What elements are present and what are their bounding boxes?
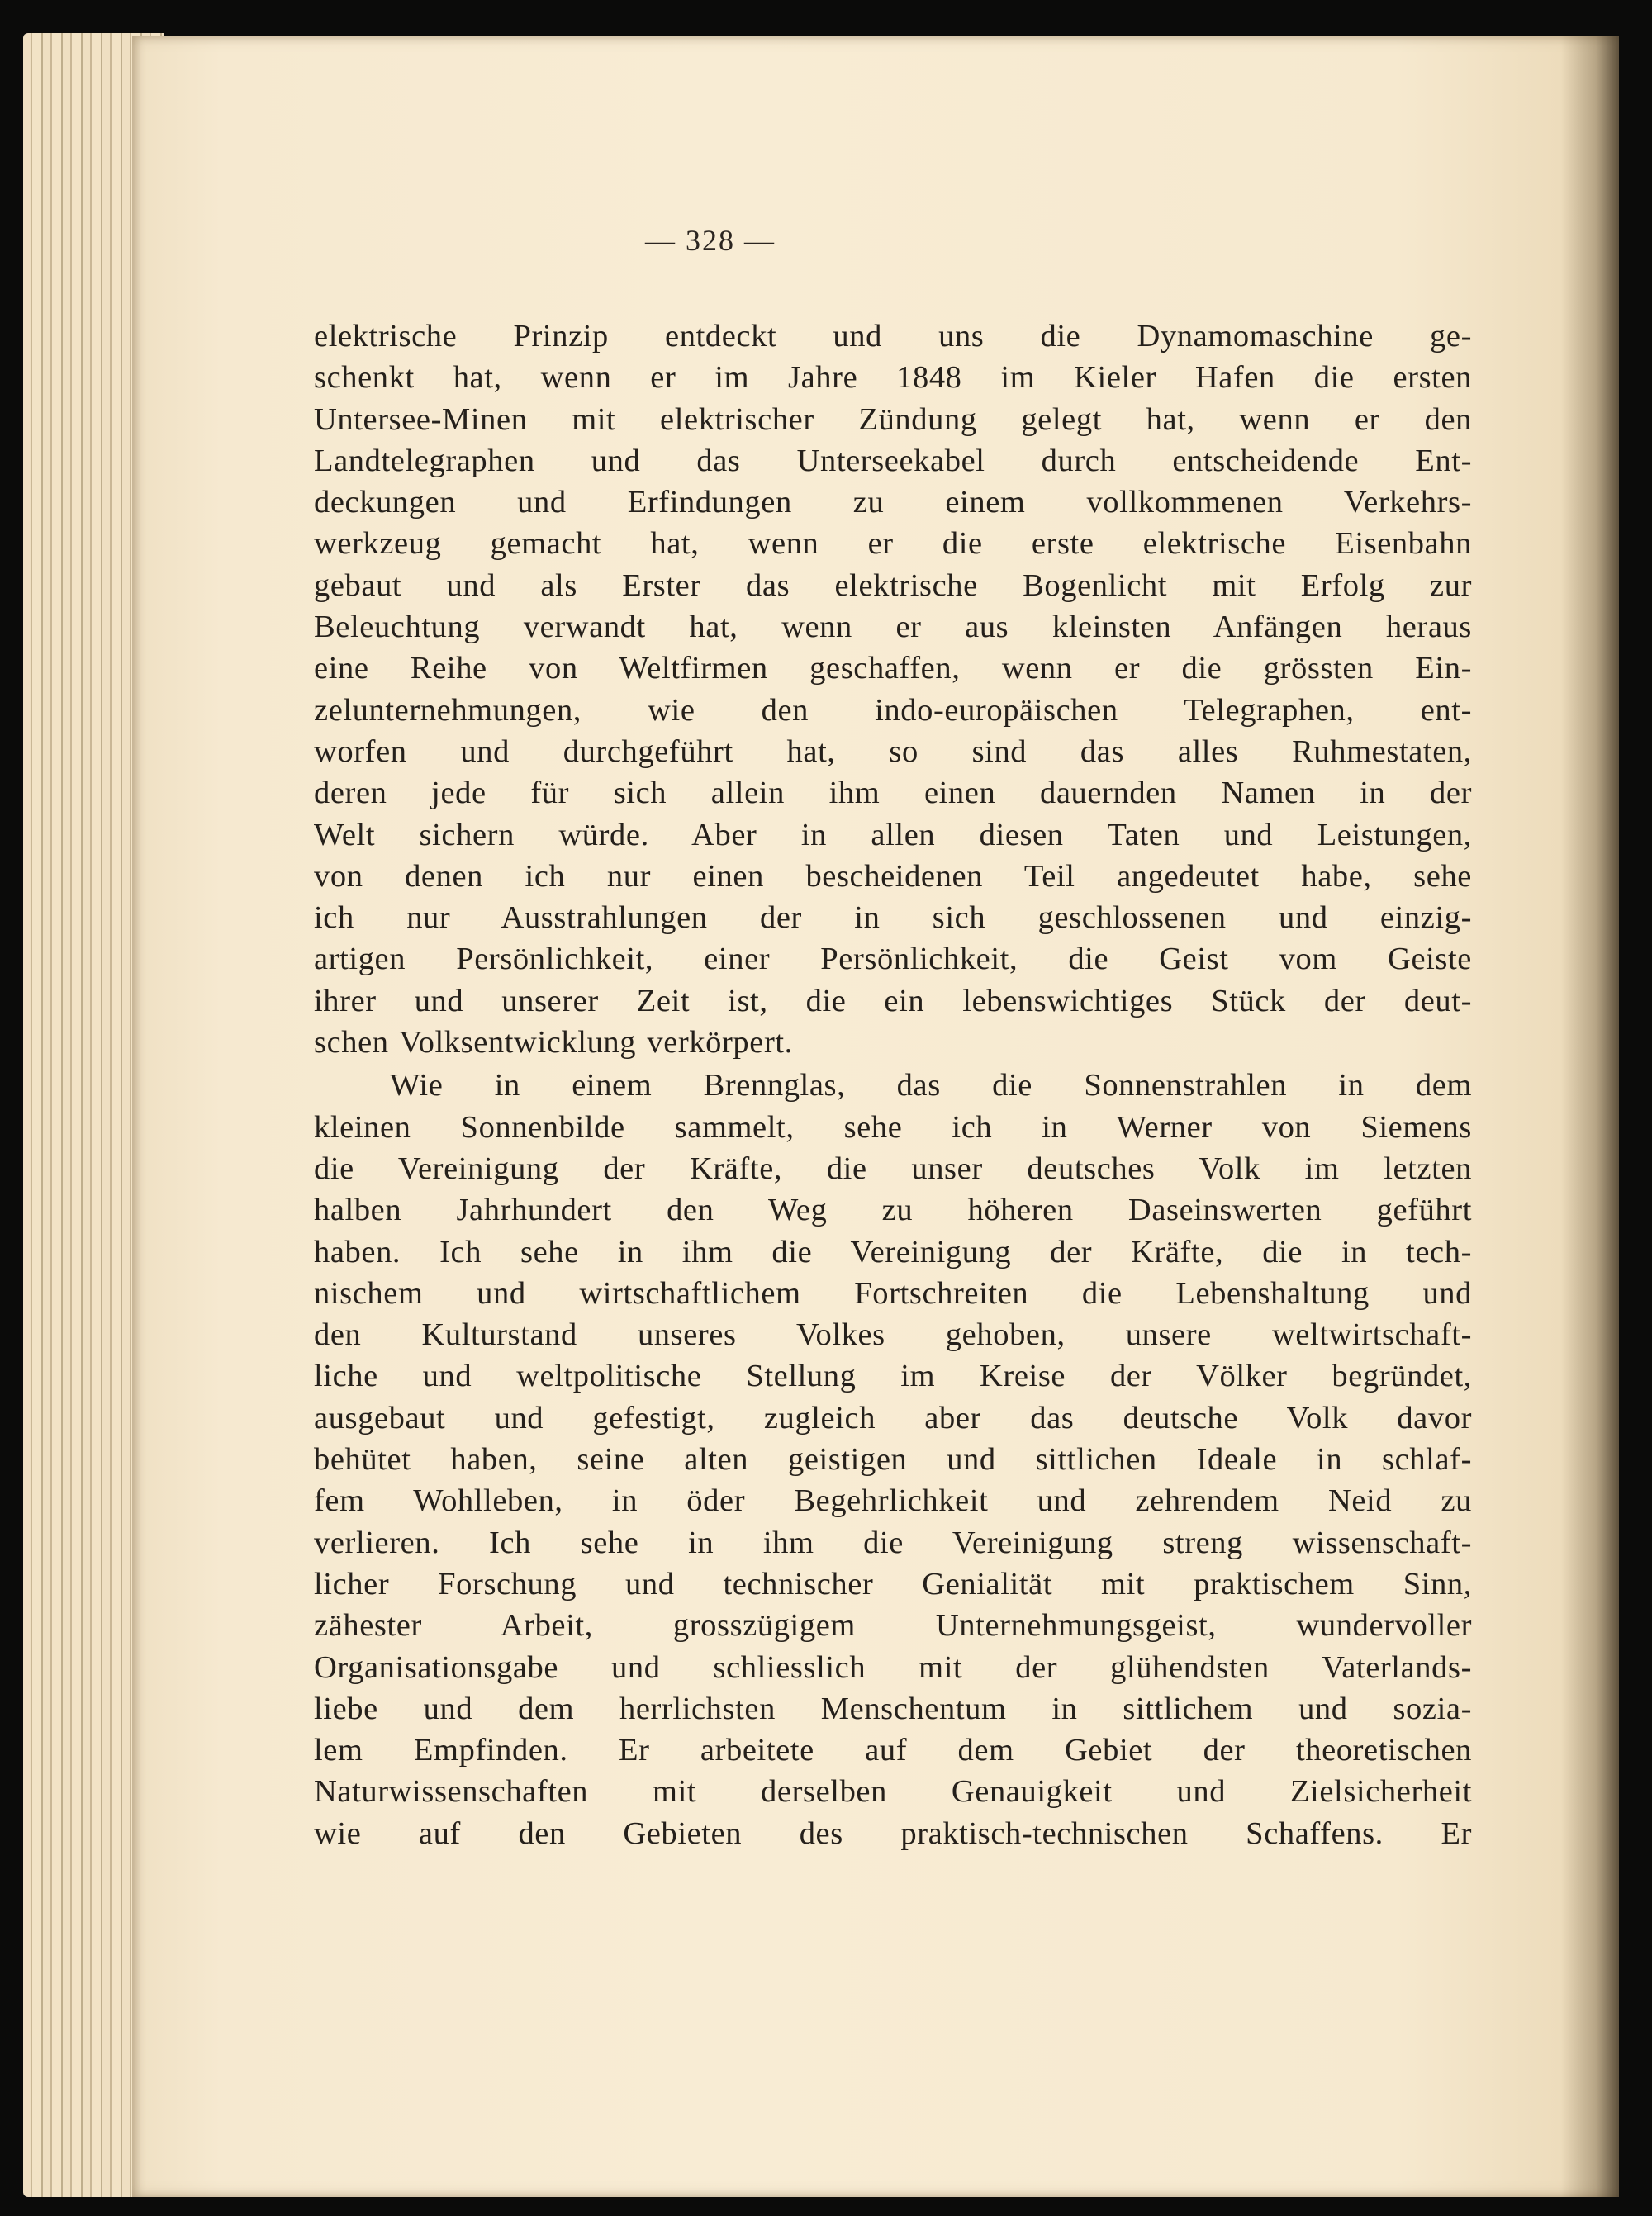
text-line: lem Empfinden. Er arbeitete auf dem Gebiet der theoretischen: [314, 1733, 1472, 1768]
text-line: Naturwissenschaften mit derselben Genauigkeit und Zielsicherheit: [314, 1774, 1472, 1810]
text-line: Beleuchtung verwandt hat, wenn er aus kleinsten Anfängen heraus: [314, 610, 1472, 645]
page-number: — 328 —: [645, 224, 776, 257]
paragraph-1: [314, 316, 1472, 1063]
text-line: Wie in einem Brennglas, das die Sonnenstrahlen in dem: [390, 1068, 1472, 1103]
text-line: deren jede für sich allein ihm einen dauernden Namen in der: [314, 776, 1472, 811]
text-line: haben. Ich sehe in ihm die Vereinigung der Kräfte, die in tech-: [314, 1234, 1472, 1269]
text-line: liebe und dem herrlichsten Menschentum in sittlichem und sozia-: [314, 1691, 1472, 1726]
text-line: Untersee-Minen mit elektrischer Zündung gelegt hat, wenn er den: [314, 401, 1472, 437]
text-line: Welt sichern würde. Aber in allen diesen Taten und Leistungen,: [314, 817, 1472, 852]
text-line: ihrer und unserer Zeit ist, die ein lebenswichtiges Stück der deut-: [314, 983, 1472, 1018]
text-line: ausgebaut und gefestigt, zugleich aber das deutsche Volk davor: [314, 1400, 1472, 1435]
text-line: schen Volksentwicklung verkörpert.: [314, 1025, 793, 1061]
text-line: fem Wohlleben, in öder Begehrlichkeit und zehrendem Neid zu: [314, 1483, 1472, 1519]
text-line: gebaut und als Erster das elektrische Bogenlicht mit Erfolg zur: [314, 567, 1472, 603]
body-text: [314, 316, 1472, 1854]
text-line: artigen Persönlichkeit, einer Persönlichkeit, die Geist vom Geiste: [314, 942, 1472, 977]
text-line: deckungen und Erfindungen zu einem vollkommenen Verkehrs-: [314, 485, 1472, 520]
text-line: eine Reihe von Weltfirmen geschaffen, wenn er die grössten Ein-: [314, 651, 1472, 686]
text-line: wie auf den Gebieten des praktisch-technischen Schaffens. Er: [314, 1815, 1472, 1851]
text-line: elektrische Prinzip entdeckt und uns die Dynamomaschine ge-: [314, 319, 1472, 354]
text-line: den Kulturstand unseres Volkes gehoben, unsere weltwirtschaft-: [314, 1317, 1472, 1353]
text-line: verlieren. Ich sehe in ihm die Vereinigung streng wissenschaft-: [314, 1525, 1472, 1560]
text-line: von denen ich nur einen bescheidenen Teil angedeutet habe, sehe: [314, 858, 1472, 894]
text-line: Landtelegraphen und das Unterseekabel durch entscheidende Ent-: [314, 443, 1472, 478]
text-line: licher Forschung und technischer Genialität mit praktischem Sinn,: [314, 1566, 1472, 1601]
gutter-shadow: [1561, 36, 1619, 2197]
text-line: Organisationsgabe und schliesslich mit der glühendsten Vaterlands-: [314, 1649, 1472, 1685]
text-line: behütet haben, seine alten geistigen und sittlichen Ideale in schlaf-: [314, 1442, 1472, 1478]
text-line: zelunternehmungen, wie den indo-europäischen Telegraphen, ent-: [314, 692, 1472, 728]
text-line: werkzeug gemacht hat, wenn er die erste elektrische Eisenbahn: [314, 526, 1472, 562]
text-line: die Vereinigung der Kräfte, die unser deutsches Volk im letzten: [314, 1151, 1472, 1186]
text-line: halben Jahrhundert den Weg zu höheren Daseinswerten geführt: [314, 1193, 1472, 1228]
text-line: worfen und durchgeführt hat, so sind das alles Ruhmestaten,: [314, 733, 1472, 769]
text-line: nischem und wirtschaftlichem Fortschreiten die Lebenshaltung und: [314, 1275, 1472, 1311]
text-line: zähester Arbeit, grosszügigem Unternehmungsgeist, wundervoller: [314, 1608, 1472, 1644]
text-line: kleinen Sonnenbilde sammelt, sehe ich in Werner von Siemens: [314, 1109, 1472, 1145]
paragraph-2: [314, 1065, 1472, 1854]
text-line: schenkt hat, wenn er im Jahre 1848 im Kieler Hafen die ersten: [314, 360, 1472, 396]
text-line: ich nur Ausstrahlungen der in sich geschlossenen und einzig-: [314, 900, 1472, 936]
text-line: liche und weltpolitische Stellung im Kreise der Völker begründet,: [314, 1359, 1472, 1394]
